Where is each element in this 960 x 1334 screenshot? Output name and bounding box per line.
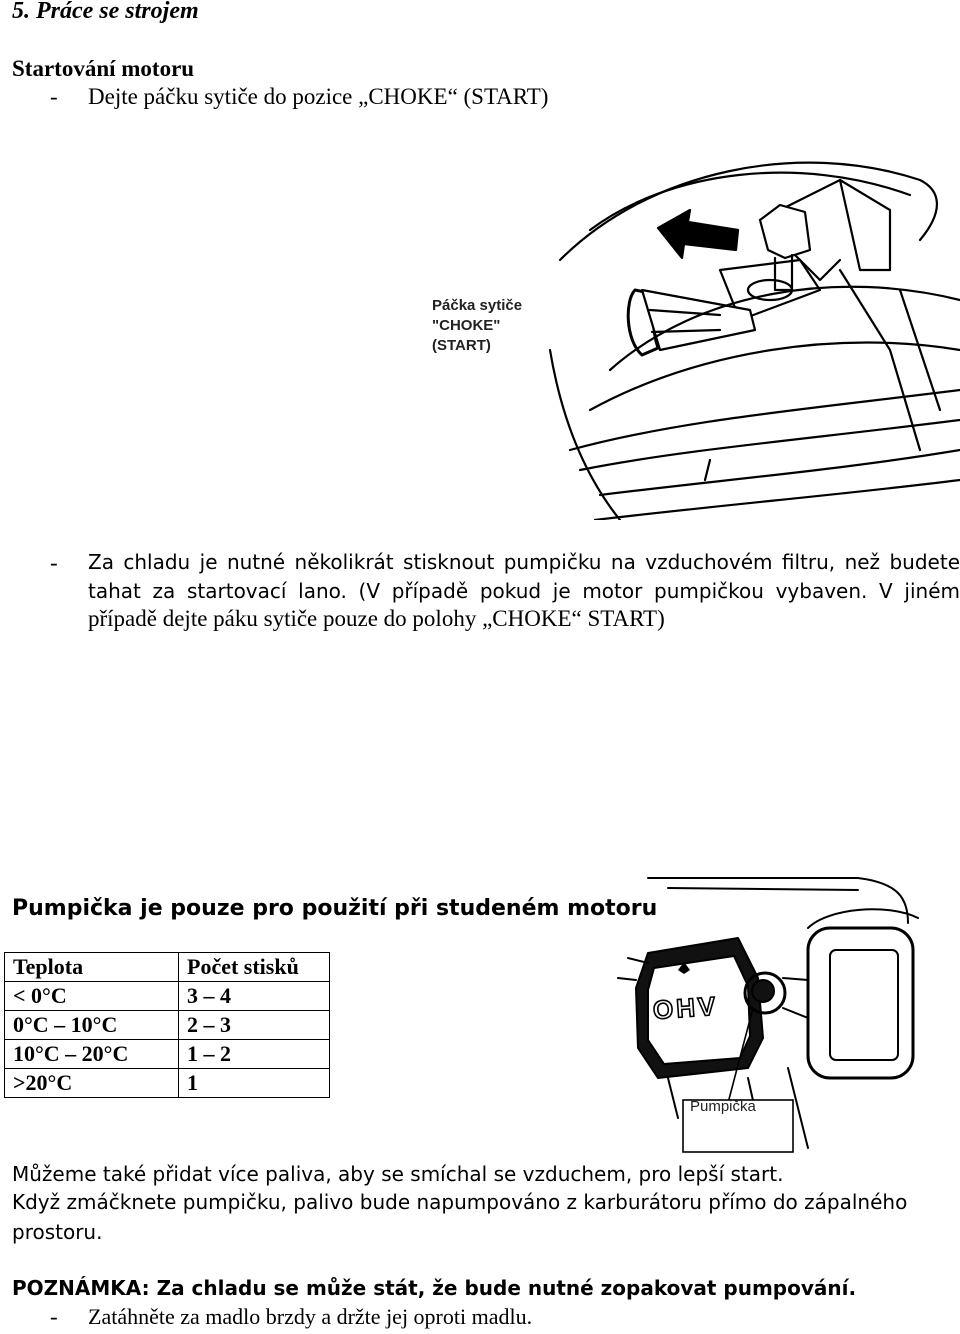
- cell-count: 1: [179, 1069, 330, 1098]
- primer-title: Pumpička je pouze pro použití při studeném motoru: [12, 896, 658, 921]
- primer-table: [4, 952, 330, 1098]
- header-pocet: Počet stisků: [179, 953, 330, 982]
- table-row: [5, 1040, 330, 1069]
- cell-temp: < 0°C: [5, 982, 179, 1011]
- primer-para-2-line-1: Když zmáčknete pumpičku, palivo bude napumpováno z karburátoru přímo do zápalného: [12, 1190, 908, 1214]
- choke-label-line-1: Páčka sytiče: [432, 297, 523, 314]
- note-text: POZNÁMKA: Za chladu se může stát, že bude nutné zopakovat pumpování.: [12, 1276, 857, 1300]
- primer-para-2-line-2: prostoru.: [12, 1220, 103, 1244]
- choke-label-line-2: "CHOKE": [432, 317, 501, 334]
- dash-2: -: [50, 550, 58, 575]
- table-header-row: [5, 953, 330, 982]
- step-2-line-3: případě dejte páku sytiče pouze do polohy „CHOKE“ START): [88, 606, 665, 631]
- choke-label-line-3: (START): [432, 337, 491, 354]
- cell-count: 2 – 3: [179, 1011, 330, 1040]
- cell-count: 1 – 2: [179, 1040, 330, 1069]
- table-row: [5, 1011, 330, 1040]
- primer-label: Pumpička: [690, 1098, 756, 1115]
- ohv-badge-text: OHV: [651, 990, 720, 1026]
- starting-title: Startování motoru: [12, 56, 195, 81]
- dash-1: -: [50, 84, 58, 109]
- primer-figure: [608, 868, 938, 1158]
- primer-para-1: Můžeme také přidat více paliva, aby se smíchal se vzduchem, pro lepší start.: [12, 1162, 784, 1186]
- dash-3: -: [50, 1304, 58, 1329]
- step-2-line-2: tahat za startovací lano. (V případě pokud je motor pumpičkou vybaven. V jiném: [88, 579, 960, 603]
- table-row: [5, 1069, 330, 1098]
- cell-temp: >20°C: [5, 1069, 179, 1098]
- note-step-text: Zatáhněte za madlo brzdy a držte jej oproti madlu.: [88, 1304, 533, 1329]
- step-2-line-1: Za chladu je nutné několikrát stisknout pumpičku na vzduchovém filtru, než budete: [88, 550, 960, 574]
- header-teplota: Teplota: [5, 953, 179, 982]
- cell-temp: 0°C – 10°C: [5, 1011, 179, 1040]
- cell-count: 3 – 4: [179, 982, 330, 1011]
- table-row: [5, 982, 330, 1011]
- step-1-text: Dejte páčku sytiče do pozice „CHOKE“ (START): [88, 84, 549, 109]
- choke-label: [432, 296, 522, 356]
- section-title: 5. Práce se strojem: [12, 0, 199, 24]
- cell-temp: 10°C – 20°C: [5, 1040, 179, 1069]
